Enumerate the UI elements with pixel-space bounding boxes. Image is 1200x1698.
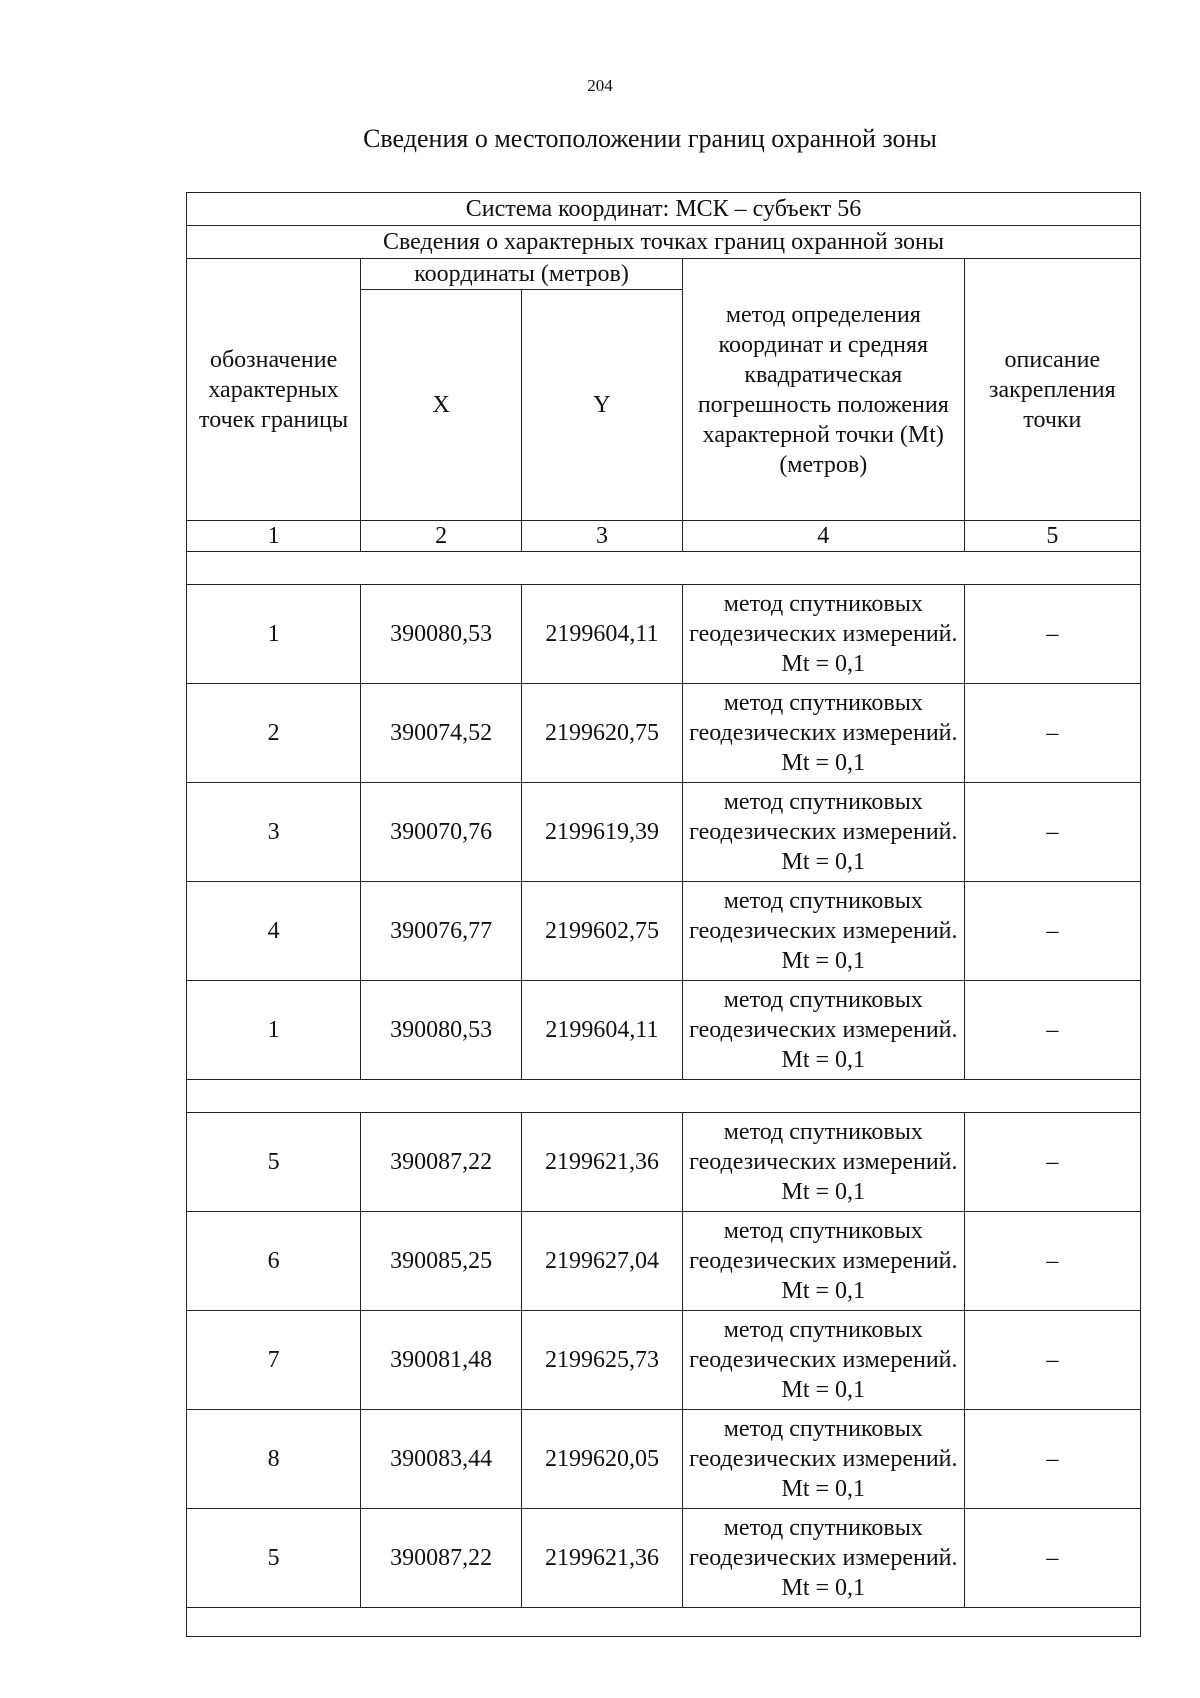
header-description: описание закрепления точки (964, 259, 1140, 521)
x-coordinate-cell: 390087,22 (361, 1509, 522, 1608)
y-coordinate-cell: 2199620,75 (522, 684, 683, 783)
point-cell: 2 (187, 684, 361, 783)
table-row (187, 981, 1141, 1080)
column-number: 3 (522, 521, 683, 552)
table-row (187, 684, 1141, 783)
table-row (187, 585, 1141, 684)
description-cell: – (964, 1311, 1140, 1410)
y-coordinate-cell: 2199619,39 (522, 783, 683, 882)
x-coordinate-cell: 390080,53 (361, 585, 522, 684)
method-cell: метод спутниковых геодезических измерений. Mt = 0,1 (682, 981, 964, 1080)
column-number: 5 (964, 521, 1140, 552)
method-cell: метод спутниковых геодезических измерений. Mt = 0,1 (682, 684, 964, 783)
description-cell: – (964, 1410, 1140, 1509)
table-row (187, 1311, 1141, 1410)
group-separator-row (187, 1080, 1141, 1113)
method-cell: метод спутниковых геодезических измерений. Mt = 0,1 (682, 882, 964, 981)
column-number: 4 (682, 521, 964, 552)
coordinate-system-cell: Система координат: МСК – субъект 56 (187, 193, 1141, 226)
point-cell: 1 (187, 981, 361, 1080)
table-subtitle-cell: Сведения о характерных точках границ охранной зоны (187, 226, 1141, 259)
method-cell: метод спутниковых геодезических измерений. Mt = 0,1 (682, 1509, 964, 1608)
description-cell: – (964, 882, 1140, 981)
table-row (187, 1509, 1141, 1608)
column-number: 2 (361, 521, 522, 552)
x-coordinate-cell: 390081,48 (361, 1311, 522, 1410)
table-end-row (187, 1608, 1141, 1637)
page-number: 204 (587, 76, 613, 95)
boundary-points-table (186, 192, 1141, 1637)
table-row (187, 783, 1141, 882)
description-cell: – (964, 783, 1140, 882)
table-row (187, 1410, 1141, 1509)
table-row (187, 882, 1141, 981)
y-coordinate-cell: 2199604,11 (522, 981, 683, 1080)
y-coordinate-cell: 2199627,04 (522, 1212, 683, 1311)
group-separator-row (187, 552, 1141, 585)
y-coordinate-cell: 2199621,36 (522, 1509, 683, 1608)
method-cell: метод спутниковых геодезических измерений. Mt = 0,1 (682, 1212, 964, 1311)
point-cell: 5 (187, 1113, 361, 1212)
header-y: Y (522, 290, 683, 521)
method-cell: метод спутниковых геодезических измерений. Mt = 0,1 (682, 1311, 964, 1410)
description-cell: – (964, 1509, 1140, 1608)
y-coordinate-cell: 2199620,05 (522, 1410, 683, 1509)
description-cell: – (964, 1212, 1140, 1311)
y-coordinate-cell: 2199621,36 (522, 1113, 683, 1212)
header-method: метод определения координат и средняя квадратическая погрешность положения характерной точки (Mt) (метров) (682, 259, 964, 521)
point-cell: 7 (187, 1311, 361, 1410)
description-cell: – (964, 1113, 1140, 1212)
method-cell: метод спутниковых геодезических измерений. Mt = 0,1 (682, 783, 964, 882)
method-cell: метод спутниковых геодезических измерений. Mt = 0,1 (682, 1410, 964, 1509)
table-row (187, 1212, 1141, 1311)
x-coordinate-cell: 390087,22 (361, 1113, 522, 1212)
point-cell: 6 (187, 1212, 361, 1311)
x-coordinate-cell: 390080,53 (361, 981, 522, 1080)
point-cell: 4 (187, 882, 361, 981)
x-coordinate-cell: 390085,25 (361, 1212, 522, 1311)
column-number: 1 (187, 521, 361, 552)
method-cell: метод спутниковых геодезических измерений. Mt = 0,1 (682, 585, 964, 684)
point-cell: 8 (187, 1410, 361, 1509)
point-cell: 3 (187, 783, 361, 882)
x-coordinate-cell: 390083,44 (361, 1410, 522, 1509)
x-coordinate-cell: 390070,76 (361, 783, 522, 882)
x-coordinate-cell: 390074,52 (361, 684, 522, 783)
point-cell: 1 (187, 585, 361, 684)
header-x: X (361, 290, 522, 521)
description-cell: – (964, 981, 1140, 1080)
header-coordinates: координаты (метров) (361, 259, 683, 290)
header-point-designation: обозначение характерных точек границы (187, 259, 361, 521)
point-cell: 5 (187, 1509, 361, 1608)
table-row (187, 1113, 1141, 1212)
method-cell: метод спутниковых геодезических измерений. Mt = 0,1 (682, 1113, 964, 1212)
y-coordinate-cell: 2199604,11 (522, 585, 683, 684)
document-title: Сведения о местоположении границ охранной зоны (363, 124, 937, 153)
y-coordinate-cell: 2199625,73 (522, 1311, 683, 1410)
description-cell: – (964, 684, 1140, 783)
description-cell: – (964, 585, 1140, 684)
y-coordinate-cell: 2199602,75 (522, 882, 683, 981)
x-coordinate-cell: 390076,77 (361, 882, 522, 981)
